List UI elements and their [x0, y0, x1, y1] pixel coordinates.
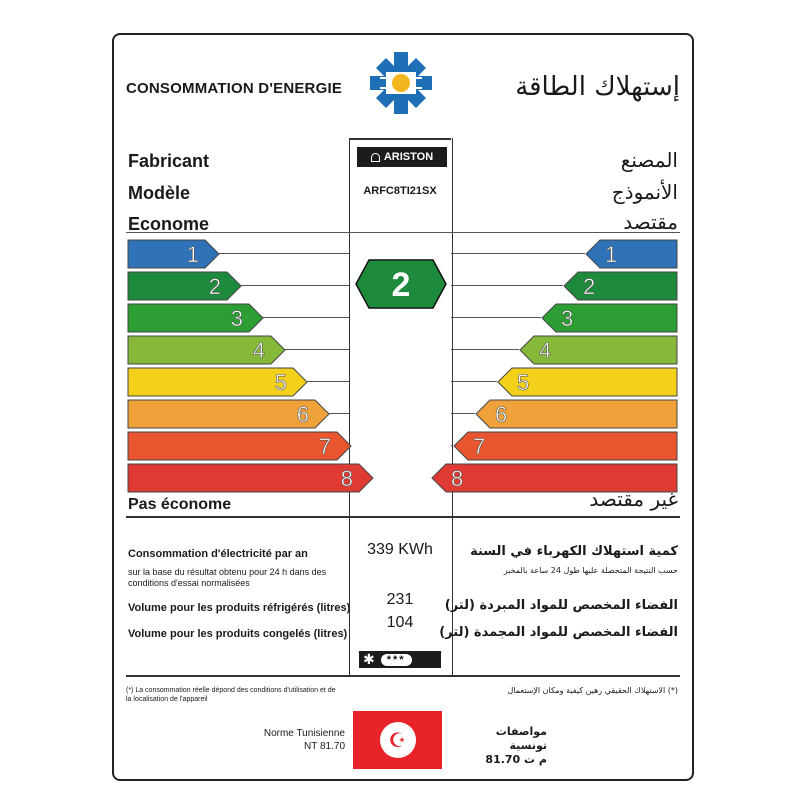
consumption-label-fr: Consommation d'électricité par an — [128, 548, 308, 560]
scale-top-label-ar: مقتصد — [623, 210, 678, 234]
consumption-unit: KWh — [398, 541, 433, 558]
scale-class-label: 2 — [583, 274, 596, 299]
connector-line — [241, 285, 349, 286]
scale-class-label: 8 — [340, 466, 353, 491]
scale-bar-right-4 — [519, 335, 679, 365]
scale-class-label: 8 — [451, 466, 464, 491]
scale-bar-left-3 — [127, 303, 265, 333]
scale-class-label: 6 — [495, 402, 508, 427]
consumption-number: 339 — [367, 541, 394, 558]
national-agency-logo-icon — [368, 50, 434, 116]
scale-class-label: 3 — [561, 306, 574, 331]
model-label-fr: Modèle — [128, 183, 191, 203]
divider — [126, 675, 680, 677]
title-ar: إستهلاك الطاقة — [515, 72, 680, 102]
consumption-value — [349, 541, 451, 559]
scale-top-label-fr: Econome — [128, 214, 210, 234]
scale-class-label: 5 — [517, 370, 530, 395]
brand-name: ARISTON — [383, 151, 434, 163]
connector-line — [451, 445, 453, 446]
scale-bar-right-6 — [475, 399, 679, 429]
connector-line — [451, 349, 519, 350]
norm-ar-line1: مواصفات تونسية — [495, 725, 547, 752]
manufacturer-label-ar: المصنع — [620, 148, 678, 172]
scale-class-label: 1 — [605, 242, 618, 267]
brand-logo — [357, 147, 447, 167]
scale-bar-left-4 — [127, 335, 287, 365]
model-label-ar: الأنموذج — [611, 180, 678, 204]
norm-ar — [457, 725, 547, 767]
scale-class-label: 6 — [296, 402, 309, 427]
divider — [349, 138, 451, 140]
scale-bar-right-3 — [541, 303, 679, 333]
model-value: ARFC8TI21SX — [363, 185, 437, 197]
scale-class-label: 7 — [473, 434, 486, 459]
connector-line — [451, 317, 541, 318]
fridge-volume-label-ar: الفضاء المخصص للمواد المبردة (لتر) — [444, 598, 678, 613]
scale-bar-left-1 — [127, 239, 221, 269]
rating-value: 2 — [391, 266, 411, 304]
consumption-note-fr: sur la base du résultat obtenu pour 24 h dans des conditions d'essai normalisées — [128, 567, 327, 588]
rating-arrow — [355, 259, 447, 309]
connector-line — [307, 381, 349, 382]
scale-bar-left-7 — [127, 431, 353, 461]
freezer-star-rating — [359, 651, 441, 668]
scale-class-label: 4 — [539, 338, 552, 363]
norm-ar-line2: م ت 81.70 — [485, 753, 547, 766]
scale-bottom-label-ar: غير مقتصد — [589, 487, 678, 511]
connector-line — [451, 381, 497, 382]
fridge-volume-label-fr: Volume pour les produits réfrigérés (litres) — [128, 602, 351, 614]
scale-class-label: 7 — [318, 434, 331, 459]
connector-line — [329, 413, 349, 414]
scale-class-label: 5 — [274, 370, 287, 395]
footnote-fr: (*) La consommation réelle dépond des conditions d'utilisation et de la localisation de l'appareil — [126, 687, 336, 703]
scale-bar-right-2 — [563, 271, 679, 301]
connector-line — [219, 253, 349, 254]
scale-bar-left-5 — [127, 367, 309, 397]
connector-line — [451, 285, 563, 286]
scale-bar-left-2 — [127, 271, 243, 301]
footnote-ar: (*) الاستهلاك الحقيقي رهين كيفية ومكان الإستعمال — [507, 686, 678, 695]
fridge-volume-value: 231 — [386, 591, 414, 608]
title-fr: CONSOMMATION D'ENERGIE — [126, 80, 343, 97]
connector-line — [451, 413, 475, 414]
star-rating-value: *** — [381, 654, 412, 666]
freezer-volume-value: 104 — [386, 614, 414, 631]
tunisia-flag-icon — [353, 711, 442, 769]
brand-house-icon — [371, 153, 380, 162]
divider — [126, 516, 680, 518]
scale-class-label: 2 — [208, 274, 221, 299]
scale-class-label: 1 — [186, 242, 199, 267]
scale-bar-right-5 — [497, 367, 679, 397]
freezer-volume-label-fr: Volume pour les produits congelés (litres) — [128, 628, 348, 640]
freezer-volume-label-ar: الفضاء المخصص للمواد المجمدة (لتر) — [439, 625, 678, 640]
snowflake-icon: ✱ — [363, 651, 375, 667]
connector-line — [451, 253, 585, 254]
norm-fr-line1: Norme Tunisienne — [263, 728, 345, 739]
consumption-label-ar: كمية استهلاك الكهرباء في السنة — [470, 544, 678, 559]
scale-bar-left-8 — [127, 463, 375, 493]
divider — [126, 232, 680, 233]
connector-line — [285, 349, 349, 350]
crescent-star-icon: ☪ — [380, 722, 416, 758]
scale-bottom-label-fr: Pas économe — [128, 496, 232, 513]
connector-line — [263, 317, 349, 318]
scale-class-label: 4 — [252, 338, 265, 363]
manufacturer-label-fr: Fabricant — [128, 151, 210, 171]
scale-class-label: 3 — [230, 306, 243, 331]
norm-fr — [230, 727, 345, 753]
scale-bar-left-6 — [127, 399, 331, 429]
norm-fr-line2: NT 81.70 — [304, 741, 345, 752]
scale-bar-right-7 — [453, 431, 679, 461]
consumption-note-ar: حسب النتيجة المتحصلة عليها طول 24 ساعة بالمخبر — [503, 566, 678, 575]
scale-bar-right-1 — [585, 239, 679, 269]
